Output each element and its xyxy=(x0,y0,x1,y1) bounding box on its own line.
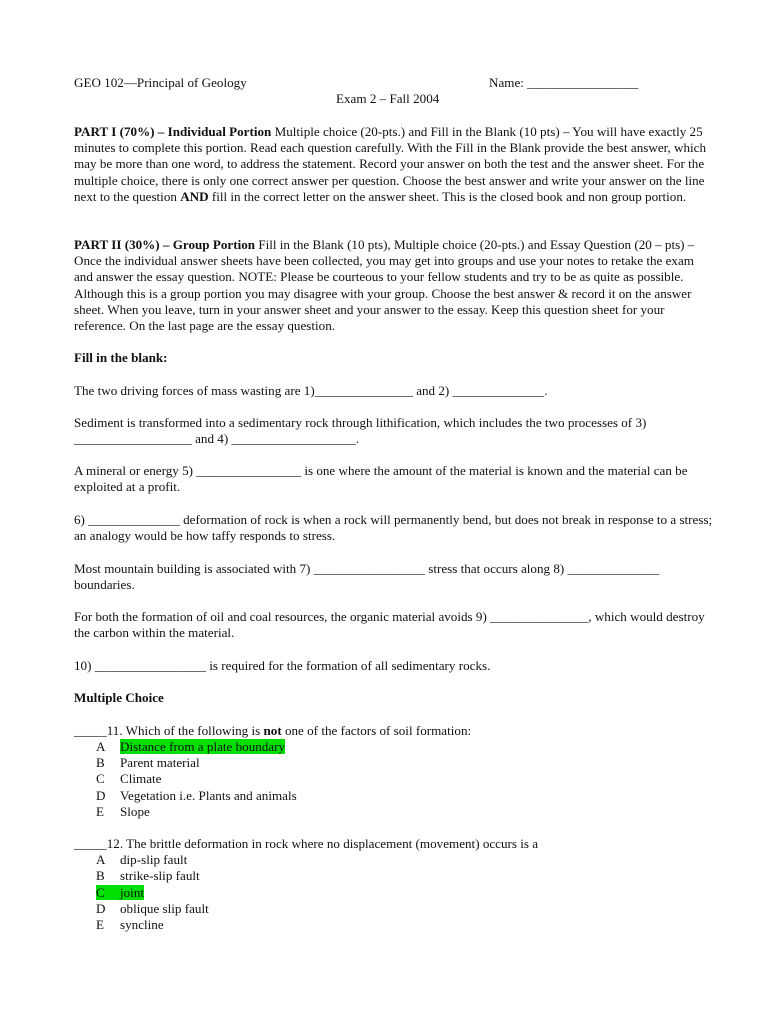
option-text: Parent material xyxy=(120,755,200,770)
q12-option-b xyxy=(96,868,696,884)
option-text: strike-slip fault xyxy=(120,868,200,883)
fill-question: Sediment is transformed into a sedimentary rock through lithification, which includes the two processes of 3) __________________ and 4) ___________________. xyxy=(74,415,647,447)
exam-title: Exam 2 – Fall 2004 xyxy=(336,91,440,106)
name-field-label: Name: _________________ xyxy=(489,75,639,90)
fill-question: 6) ______________ deformation of rock is when a rock will permanently bend, but does not break in response to a stress; an analogy would be how taffy responds to stress. xyxy=(74,512,713,544)
option-letter: E xyxy=(96,917,104,932)
option-letter: A xyxy=(96,739,106,754)
option-letter: D xyxy=(96,901,106,916)
q12-option-c xyxy=(96,885,696,901)
option-letter: C xyxy=(96,885,105,900)
option-letter: C xyxy=(96,771,105,786)
q11-option-c xyxy=(96,771,696,787)
part1-paragraph xyxy=(74,124,714,205)
option-text-highlighted: Distance from a plate boundary xyxy=(120,739,286,754)
q11-suffix: one of the factors of soil formation: xyxy=(281,723,472,738)
q11-not: not xyxy=(263,723,282,738)
option-letter: B xyxy=(96,755,105,770)
option-letter: A xyxy=(96,852,106,867)
fill-question: For both the formation of oil and coal resources, the organic material avoids 9) _______________, which would destroy the carbon within the material. xyxy=(74,609,705,641)
option-text: Vegetation i.e. Plants and animals xyxy=(120,788,297,803)
q11-option-e xyxy=(96,804,696,820)
course-title: GEO 102—Principal of Geology xyxy=(74,75,247,90)
q11-option-b xyxy=(96,755,696,771)
q11-option-a xyxy=(96,739,696,755)
part2-text: Fill in the Blank (10 pts), Multiple choice (20-pts.) and Essay Question (20 – pts) – Once the individual answer sheets have been collected, you may get into groups and use your notes to retake the exam and answer the essay question. NOTE: Please be courteous to your fellow students and try to be as quite as possible. Although this is a group portion you may disagree with your group. Choose the best answer & record it on the answer sheet. When you leave, turn in your answer sheet and your answer to the essay. Keep this question sheet for your reference. On the last page are the essay question. xyxy=(74,237,695,334)
option-highlighted xyxy=(96,885,144,900)
option-text: dip-slip fault xyxy=(120,852,188,867)
q12-option-d xyxy=(96,901,696,917)
option-letter: B xyxy=(96,868,105,883)
part1-and: AND xyxy=(180,188,209,204)
option-text: syncline xyxy=(120,917,164,932)
fill-heading: Fill in the blank: xyxy=(74,350,168,365)
fill-question: A mineral or energy 5) ________________ is one where the amount of the material is known and the material can be exploited at a profit. xyxy=(74,463,688,495)
option-letter: D xyxy=(96,788,106,803)
option-text-highlighted: joint xyxy=(120,885,145,900)
option-text: oblique slip fault xyxy=(120,901,209,916)
part1-text: Multiple choice (20-pts.) and Fill in the Blank (10 pts) – You will have exactly 25 minutes to complete this portion. Read each question carefully. With the Fill in the Blank provide the best answer, which may be more than one word, to address the statement. Record your answer on both the test and the answer sheet. For the multiple choice, there is only one correct answer per question. Choose the best answer and write your answer on the line next to the question xyxy=(74,124,707,204)
q12-option-a xyxy=(96,852,696,868)
q12-option-e xyxy=(96,917,696,933)
option-text: Slope xyxy=(120,804,150,819)
q11-option-d xyxy=(96,788,696,804)
part1-text-end: fill in the correct letter on the answer sheet. This is the closed book and non group portion. xyxy=(208,188,687,204)
question-11-stem xyxy=(74,723,714,739)
option-text: Climate xyxy=(120,771,162,786)
q11-prefix: _____11. Which of the following is xyxy=(74,723,264,738)
fill-question: The two driving forces of mass wasting are 1)_______________ and 2) ______________. xyxy=(74,383,548,398)
part1-title: PART I (70%) – Individual Portion xyxy=(74,124,272,139)
option-letter: E xyxy=(96,804,104,819)
mc-heading: Multiple Choice xyxy=(74,690,164,705)
fill-question: 10) _________________ is required for the formation of all sedimentary rocks. xyxy=(74,658,491,673)
fill-question: Most mountain building is associated with 7) _________________ stress that occurs along 8) ______________ boundaries. xyxy=(74,561,660,593)
part2-title: PART II (30%) – Group Portion xyxy=(74,237,256,252)
question-12-stem: _____12. The brittle deformation in rock where no displacement (movement) occurs is a xyxy=(74,836,539,851)
part2-paragraph xyxy=(74,237,714,334)
